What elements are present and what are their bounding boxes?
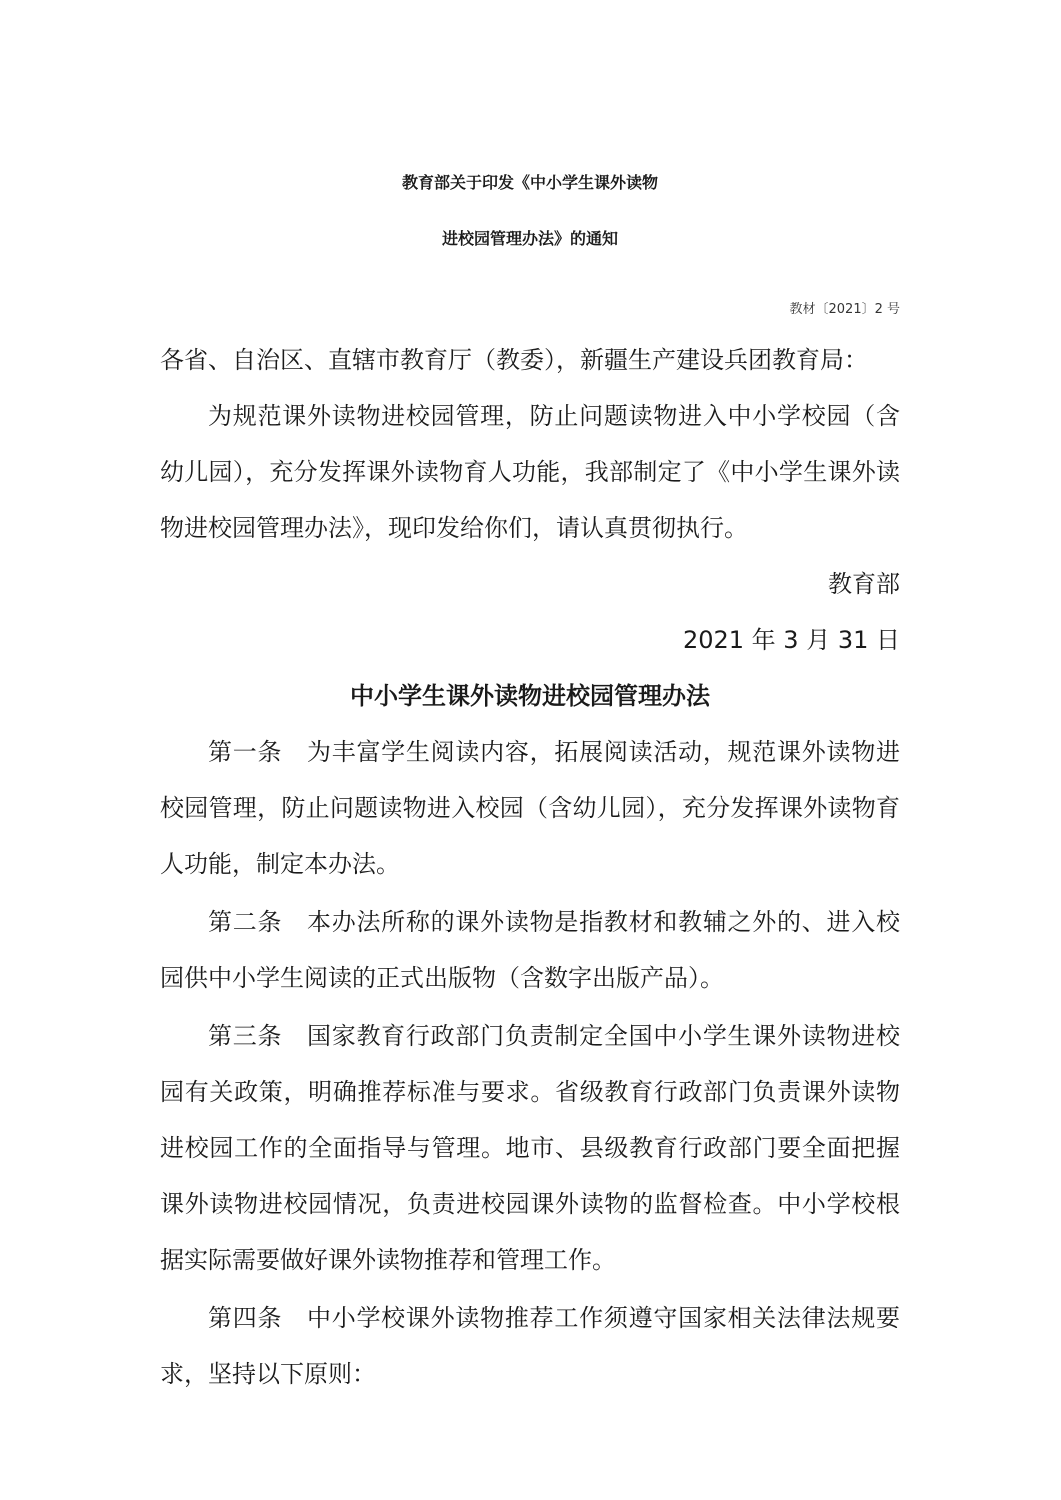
notice-title-line-1: 教育部关于印发《中小学生课外读物	[401, 173, 658, 192]
article-3: 第三条 国家教育行政部门负责制定全国中小学生课外读物进校园有关政策，明确推荐标准与要求。省级教育行政部门负责课外读物进校园工作的全面指导与管理。地市、县级教育行政部门要全面把握课外读物进校园情况，负责进校园课外读物的监督检查。中小学校根据实际需要做好课外读物推荐和管理工作。	[160, 1022, 900, 1274]
document-number: 教材〔2021〕2 号	[789, 302, 900, 317]
addressee: 各省、自治区、直辖市教育厅（教委），新疆生产建设兵团教育局：	[160, 346, 868, 374]
article-4: 第四条 中小学校课外读物推荐工作须遵守国家相关法律法规要求，坚持以下原则：	[160, 1304, 900, 1388]
document-content	[160, 172, 900, 1402]
notice-body: 为规范课外读物进校园管理，防止问题读物进入中小学校园（含幼儿园），充分发挥课外读物育人功能，我部制定了《中小学生课外读物进校园管理办法》，现印发给你们，请认真贯彻执行。	[160, 402, 900, 542]
notice-title-line-2: 进校园管理办法》的通知	[441, 229, 618, 248]
signature: 教育部	[828, 570, 900, 598]
regulation-heading: 中小学生课外读物进校园管理办法	[350, 682, 710, 710]
issue-date: 2021 年 3 月 31 日	[682, 626, 900, 654]
article-2: 第二条 本办法所称的课外读物是指教材和教辅之外的、进入校园供中小学生阅读的正式出版物（含数字出版产品）。	[160, 908, 900, 992]
article-1: 第一条 为丰富学生阅读内容，拓展阅读活动，规范课外读物进校园管理，防止问题读物进入校园（含幼儿园），充分发挥课外读物育人功能，制定本办法。	[160, 738, 900, 878]
